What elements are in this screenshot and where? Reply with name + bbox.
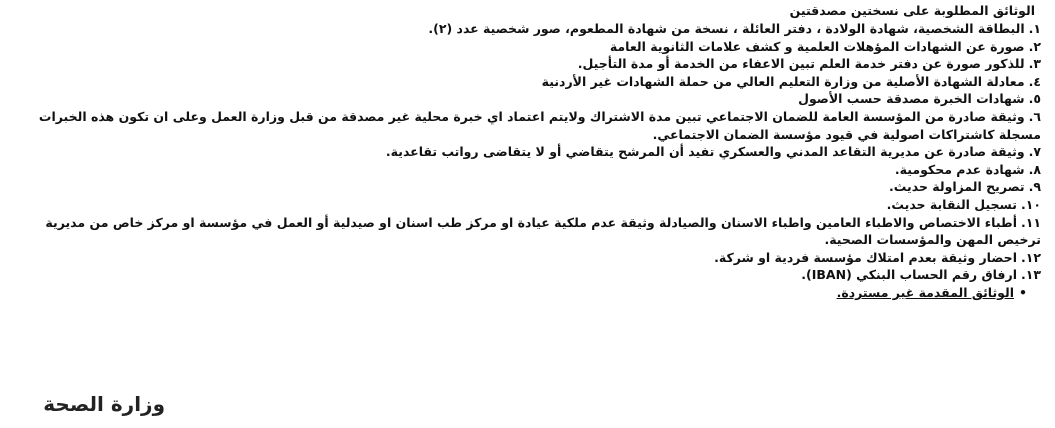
list-item [22, 143, 1041, 161]
item-text: وثيقة صادرة عن مديرية التقاعد المدني والعسكري تفيد أن المرشح يتقاضي أو لا يتقاضى رواتب تقاعدية. [385, 144, 1025, 160]
item-number: ٥. [1028, 91, 1041, 107]
item-text: تصريح المزاولة حديث. [889, 179, 1025, 195]
item-text: صورة عن الشهادات المؤهلات العلمية و كشف علامات الثانوية العامة [609, 38, 1025, 54]
item-number: ٢. [1028, 38, 1041, 54]
item-text: تسجيل النقابة حديث. [886, 196, 1017, 212]
item-number: ١٣. [1020, 267, 1041, 283]
item-text: أطباء الاختصاص والاطباء العامين واطباء الاسنان والصيادلة وثيقة عدم ملكية عيادة او مركز طب اسنان او صيدلية أو العمل في مؤسسة او مركز خاص من مديرية ترخيص المهن والمؤسسات الصحية. [45, 214, 1041, 248]
item-number: ٤. [1028, 73, 1041, 89]
list-item [22, 249, 1041, 267]
item-number: ٣. [1028, 56, 1041, 72]
item-number: ١٠. [1020, 196, 1041, 212]
list-heading: الوثائق المطلوبة على نسختين مصدقتين [789, 3, 1035, 18]
item-number: ٩. [1028, 179, 1041, 195]
list-item [22, 161, 1041, 179]
item-number: ١١. [1020, 214, 1041, 230]
bullet-icon: • [1019, 284, 1027, 300]
item-text: شهادة عدم محكومية. [894, 161, 1025, 177]
list-item [22, 196, 1041, 214]
item-number: ١٢. [1020, 249, 1041, 265]
item-number: ٨. [1028, 161, 1041, 177]
ministry-title: وزارة الصحة [43, 392, 165, 416]
item-number: ٦. [1028, 108, 1041, 124]
list-item [22, 108, 1041, 143]
item-text: للذكور صورة عن دفتر خدمة العلم تبين الاعفاء من الخدمة أو مدة التأجيل. [577, 56, 1025, 72]
item-text: البطاقة الشخصية، شهادة الولادة ، دفتر العائلة ، نسخة من شهادة المطعوم، صور شخصية عدد (٢). [428, 21, 1025, 36]
list-item [22, 178, 1041, 196]
non-refundable-note [22, 284, 1027, 302]
item-text: وثيقة صادرة من المؤسسة العامة للضمان الاجتماعي تبين مدة الاشتراك ولايتم اعتماد اي خبرة محلية غير مصدقة من قبل وزارة العمل وعلى ان تكون هذه الخبرات مسجلة كاشتراكات اصولية في قيود مؤسسة الضمان الاجتماعي. [38, 108, 1041, 142]
item-text: احضار وثيقة بعدم امتلاك مؤسسة فردية او شركة. [714, 249, 1017, 265]
item-text: معادلة الشهادة الأصلية من وزارة التعليم العالي من حملة الشهادات غير الأردنية [541, 73, 1025, 89]
list-item [22, 73, 1041, 91]
note-text: الوثائق المقدمة غير مستردة. [836, 284, 1014, 300]
list-item [22, 38, 1041, 56]
list-item [22, 90, 1041, 108]
requirements-list [22, 20, 1041, 284]
list-item [22, 20, 1041, 38]
item-number: ١. [1028, 21, 1041, 36]
item-text: شهادات الخبرة مصدقة حسب الأصول [798, 91, 1025, 107]
item-text: ارفاق رقم الحساب البنكي (IBAN). [801, 267, 1017, 283]
list-item [22, 55, 1041, 73]
list-item [22, 214, 1041, 249]
list-item [22, 266, 1041, 284]
item-number: ٧. [1028, 144, 1041, 160]
